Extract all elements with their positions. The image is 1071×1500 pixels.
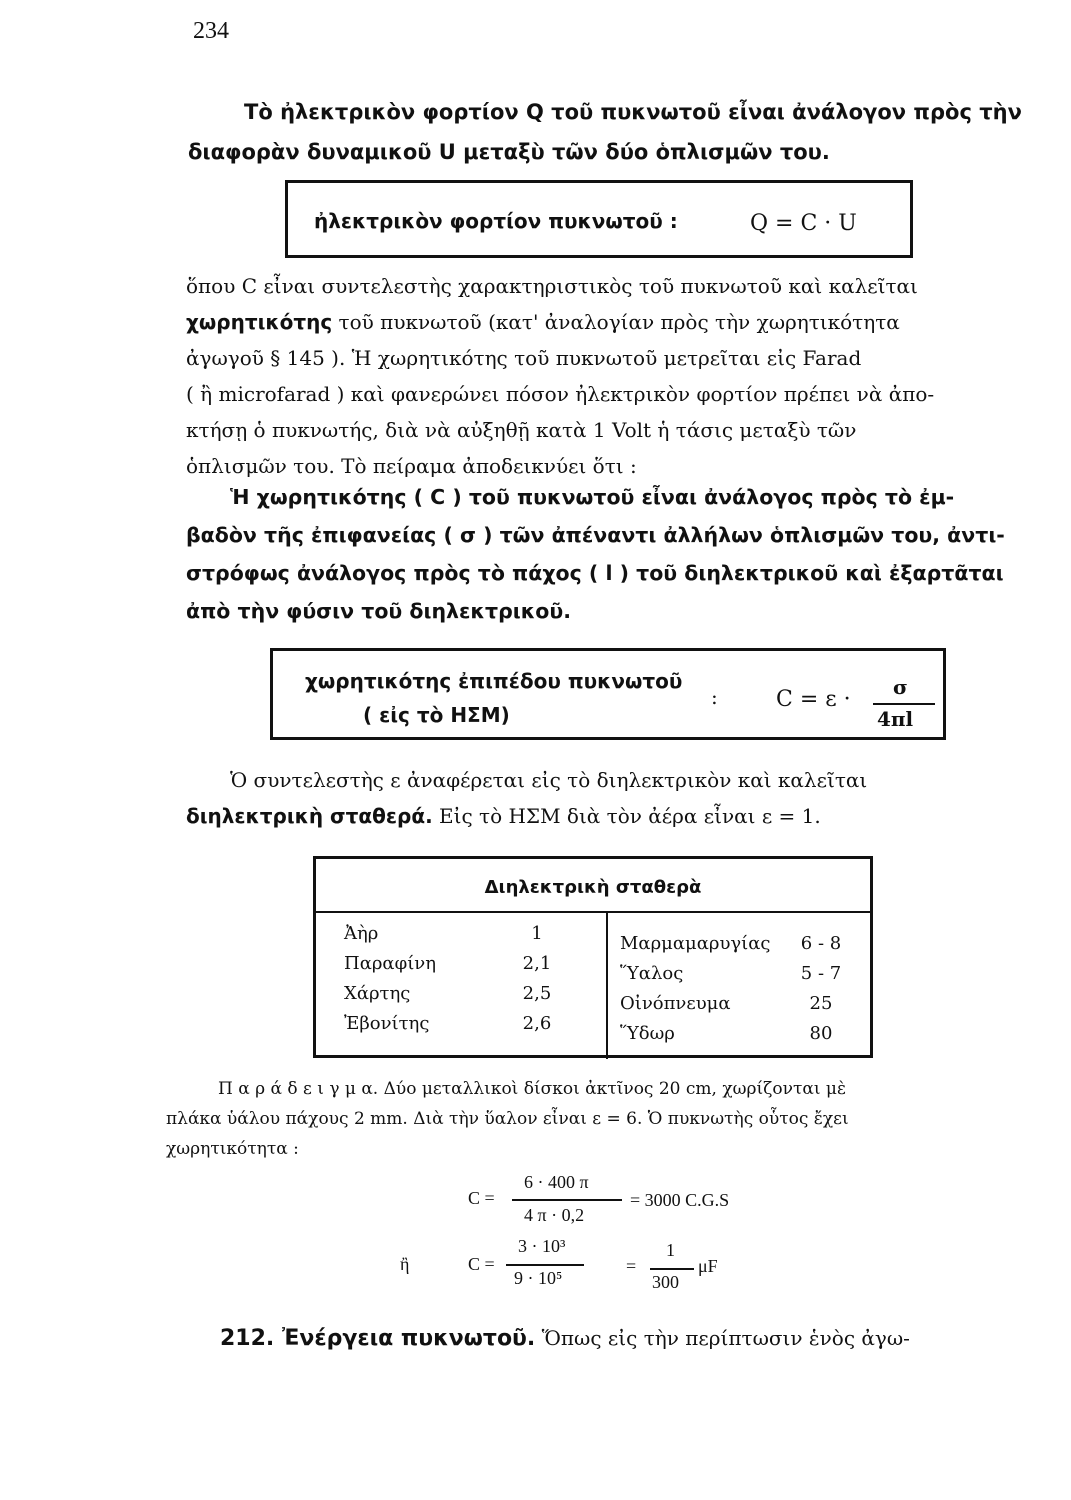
para1-line-4: ( ἢ microfarad ) καὶ φανερώνει πόσον ἠλεκτρικὸν φορτίον πρέπει νὰ ἀπο- [186,382,935,406]
table-cell: 5 - 7 [800,963,842,984]
capacitance-paragraph [186,268,1036,484]
lead-line-2: διαφορὰν δυναμικοῦ U μεταξὺ τῶν δύο ὁπλισμῶν του. [188,140,830,164]
plane-capacitor-unit-system: ( εἰς τὸ ΗΣΜ) [363,703,510,727]
para3-line-1: Ὁ συντελεστὴς ε ἀναφέρεται εἰς τὸ διηλεκτρικὸν καὶ καλεῖται [230,768,868,792]
dielectric-table [313,856,873,1058]
table-row: Μαρμαμαρυγίας [620,933,771,954]
para1-line-3: ἀγωγοῦ § 145 ). Ἡ χωρητικότης τοῦ πυκνωτοῦ μετρεῖται εἰς Farad [186,346,862,370]
para3-line-2 [186,798,1036,834]
charge-formula: Q = C · U [750,211,857,236]
table-row: Ὕαλος [620,963,684,984]
plane-capacitor-box [270,648,946,740]
table-cell: 1 [531,923,543,944]
lead-line-1: Τὸ ἠλεκτρικὸν φορτίον Q τοῦ πυκνωτοῦ εἶναι ἀνάλογον πρὸς τὴν [244,100,1022,124]
eq1-denominator: 4 π · 0,2 [524,1205,585,1225]
table-row: Ὕδωρ [620,1023,675,1044]
table-title: Διηλεκτρικὴ σταθερὰ [484,877,702,898]
section-212 [220,1326,910,1351]
table-left-values [512,919,562,1039]
table-column-divider [606,911,608,1059]
eq2-unit: μF [698,1256,718,1276]
table-cell: 2,1 [522,953,552,974]
table-row: Οἰνόπνευμα [620,993,731,1014]
para2-line-2: βαδὸν τῆς ἐπιφανείας ( σ ) τῶν ἀπέναντι ἀλλήλων ὁπλισμῶν του, ἀντι- [186,523,1005,547]
dielectric-paragraph [186,762,1036,834]
example-line-3: χωρητικότητα : [166,1139,299,1159]
para1-line-6: ὁπλισμῶν του. Τὸ πείραμα ἀποδεικνύει ὅτι : [186,454,637,478]
term-dielectric-constant: διηλεκτρικὴ σταθερά. [186,804,433,828]
formula-numerator: σ [893,675,908,699]
section-text: Ὅπως εἰς τὴν περίπτωσιν ἑνὸς ἀγω- [535,1326,910,1350]
term-capacitance: χωρητικότης [186,310,333,334]
table-row: Ἀὴρ [344,923,379,944]
charge-formula-box [285,180,913,258]
capacitance-formula-lhs: C = ε · [776,687,851,712]
table-cell: 2,5 [522,983,552,1004]
para1-line-2-text: τοῦ πυκνωτοῦ (κατ' ἀναλογίαν πρὸς τὴν χωρητικότητα [332,310,900,334]
charge-formula-label: ἠλεκτρικὸν φορτίον πυκνωτοῦ : [314,209,678,233]
table-row: Ἐβονίτης [344,1013,430,1034]
eq2-denominator-2: 300 [652,1272,679,1292]
eq2-equals: = [626,1256,637,1276]
plane-capacitor-label: χωρητικότης ἐπιπέδου πυκνωτοῦ [305,669,683,693]
table-cell: 80 [809,1023,833,1044]
para2-line-1: Ἡ χωρητικότης ( C ) τοῦ πυκνωτοῦ εἶναι ἀνάλογος πρὸς τὸ ἐμ- [230,485,955,509]
formula-colon: : [711,685,718,709]
para2-line-3: στρόφως ἀνάλογος πρὸς τὸ πάχος ( l ) τοῦ διηλεκτρικοῦ καὶ ἐξαρτᾶται [186,561,1004,585]
capacitance-law [186,478,1036,630]
table-row: Χάρτης [344,983,411,1004]
eq1-lhs: C = [468,1188,495,1208]
page-number: 234 [193,18,229,44]
table-cell: 6 - 8 [800,933,842,954]
table-cell: 2,6 [522,1013,552,1034]
eq1-result: = 3000 C.G.S [630,1190,730,1210]
eq1-fraction-bar [512,1199,622,1201]
eq1-numerator: 6 · 400 π [524,1172,589,1192]
para2-line-4: ἀπὸ τὴν φύσιν τοῦ διηλεκτρικοῦ. [186,599,572,623]
table-row: Παραφίνη [344,953,436,974]
para1-line-1: ὅπου C εἶναι συντελεστὴς χαρακτηριστικὸς τοῦ πυκνωτοῦ καὶ καλεῖται [186,274,918,298]
para3-line-2-text: Εἰς τὸ ΗΣΜ διὰ τὸν ἀέρα εἶναι ε = 1. [432,804,821,828]
fraction-bar [873,703,935,705]
eq2-numerator: 3 · 10³ [518,1236,566,1256]
eq2-lhs: C = [468,1254,495,1274]
table-cell: 25 [809,993,833,1014]
table-left-names [344,919,436,1039]
example-line-1: Π α ρ ά δ ε ι γ μ α. Δύο μεταλλικοὶ δίσκοι ἀκτῖνος 20 cm, χωρίζονται μὲ [218,1079,847,1099]
eq2-denominator: 9 · 10⁵ [514,1268,563,1288]
example-paragraph [166,1074,1018,1164]
para1-line-2 [186,304,1036,340]
formula-denominator: 4πl [877,707,914,731]
table-header-divider [316,911,870,913]
example-line-2: πλάκα ὑάλου πάχους 2 mm. Διὰ τὴν ὕαλον εἶναι ε = 6. Ὁ πυκνωτὴς οὗτος ἔχει [166,1109,849,1129]
eq2-or: ἢ [400,1254,410,1274]
table-right-values [786,929,856,1049]
eq2-numerator-2: 1 [666,1240,675,1260]
para1-line-5: κτήσῃ ὁ πυκνωτής, διὰ νὰ αὐξηθῇ κατὰ 1 Volt ἡ τάσις μεταξὺ τῶν [186,418,857,442]
eq2-fraction-bar [506,1264,584,1266]
lead-statement [188,92,1038,172]
section-heading: 212. Ἐνέργεια πυκνωτοῦ. [220,1326,536,1351]
eq2-fraction-bar-2 [650,1268,694,1270]
table-right-names [620,929,770,1049]
